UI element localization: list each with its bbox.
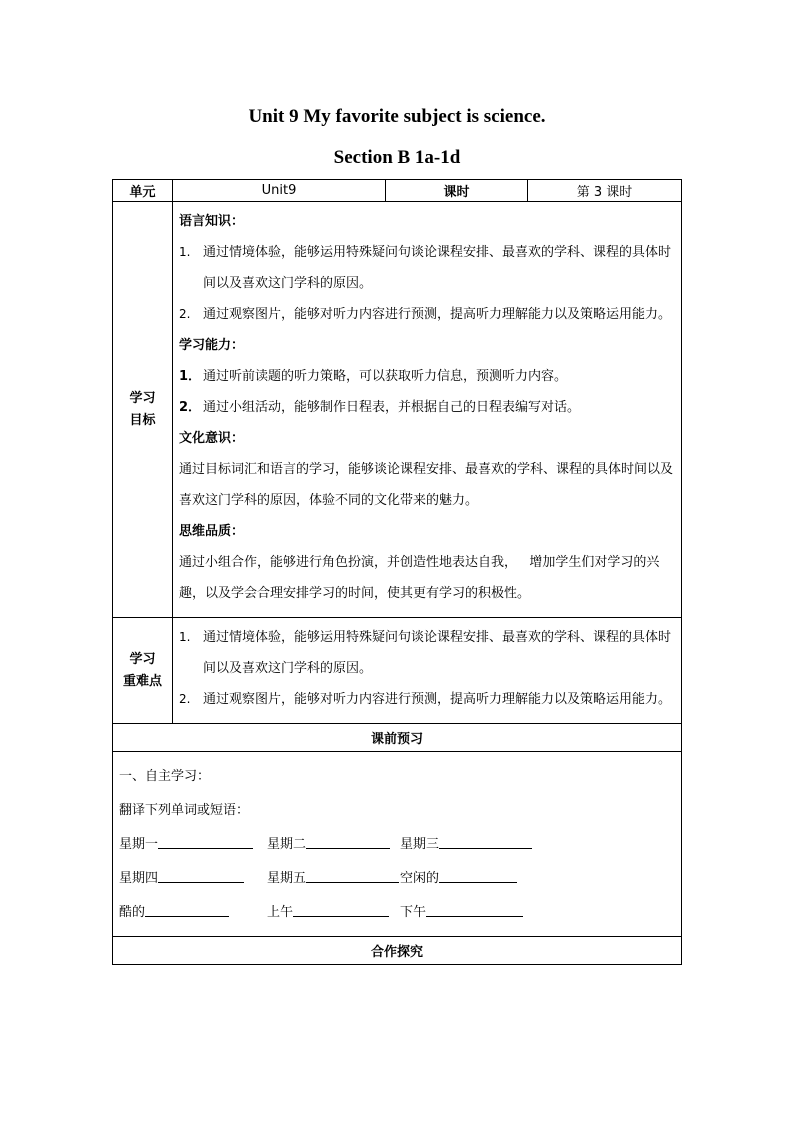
answer-blank[interactable] [306, 828, 390, 849]
item-text: 通过情境体验，能够运用特殊疑问句谈论课程安排、最喜欢的学科、课程的具体时间以及喜欢这门学科的原因。 [203, 245, 672, 291]
answer-blank[interactable] [158, 862, 244, 883]
difficulties-label [113, 618, 173, 724]
preview-row [113, 752, 682, 937]
preview-banner-row [113, 724, 682, 752]
section-heading: 语言知识： [179, 214, 245, 229]
answer-blank[interactable] [145, 896, 229, 917]
answer-blank[interactable] [158, 828, 253, 849]
preview-banner: 课前预习 [113, 724, 682, 752]
vocab-row [119, 828, 675, 862]
list-item [179, 622, 675, 684]
list-item [179, 237, 675, 299]
vocab-row [119, 862, 675, 896]
lesson-plan-table [112, 179, 682, 965]
difficulties-label-text: 学习 重难点 [122, 651, 162, 689]
answer-blank[interactable] [426, 896, 523, 917]
item-text: 通过小组活动，能够制作日程表，并根据自己的日程表编写对话。 [203, 400, 581, 415]
answer-blank[interactable] [439, 828, 532, 849]
document-title: Unit 9 My favorite subject is science. [248, 106, 546, 127]
section-paragraph: 通过目标词汇和语言的学习，能够谈论课程安排、最喜欢的学科、课程的具体时间以及喜欢这门学科的原因，体验不同的文化带来的魅力。 [179, 462, 674, 508]
vocab-item [400, 828, 532, 862]
vocab-word: 下午 [400, 905, 427, 920]
item-number: 2. [179, 307, 191, 321]
list-item [179, 684, 675, 715]
item-text: 通过观察图片，能够对听力内容进行预测，提高听力理解能力以及策略运用能力。 [203, 692, 672, 707]
vocab-word: 星期一 [119, 837, 159, 852]
vocab-row [119, 896, 675, 930]
vocab-item [119, 862, 267, 896]
section-heading: 学习能力： [179, 338, 245, 353]
period-label: 课时 [386, 180, 528, 202]
vocab-word: 空闲的 [400, 871, 440, 886]
section-heading: 思维品质： [179, 524, 245, 539]
item-number: 2． [179, 400, 202, 415]
coop-banner-row [113, 937, 682, 965]
vocab-item [267, 828, 400, 862]
item-number: 1. [179, 245, 191, 259]
vocab-item [119, 896, 267, 930]
objectives-label [113, 202, 173, 618]
item-text: 通过情境体验，能够运用特殊疑问句谈论课程安排、最喜欢的学科、课程的具体时间以及喜欢这门学科的原因。 [203, 630, 672, 676]
objectives-label-text: 学习 目标 [129, 390, 156, 428]
document-subtitle: Section B 1a-1d [333, 147, 461, 168]
vocab-item [400, 862, 517, 896]
unit-value: Unit9 [173, 180, 386, 202]
vocab-item [267, 896, 400, 930]
header-row [113, 180, 682, 202]
answer-blank[interactable] [439, 862, 517, 883]
list-item [179, 361, 675, 392]
item-text: 通过听前读题的听力策略，可以获取听力信息，预测听力内容。 [203, 369, 568, 384]
item-text: 通过观察图片，能够对听力内容进行预测，提高听力理解能力以及策略运用能力。 [203, 307, 672, 322]
vocab-word: 星期二 [267, 837, 307, 852]
vocab-word: 星期四 [119, 871, 159, 886]
item-number: 2. [179, 692, 191, 706]
item-number: 1． [179, 369, 202, 384]
section-heading: 文化意识： [179, 431, 245, 446]
coop-banner: 合作探究 [113, 937, 682, 965]
unit-label: 单元 [113, 180, 173, 202]
answer-blank[interactable] [293, 896, 389, 917]
objectives-content [173, 202, 682, 618]
vocab-item [267, 862, 400, 896]
answer-blank[interactable] [306, 862, 399, 883]
vocab-word: 上午 [267, 905, 294, 920]
difficulties-content [173, 618, 682, 724]
vocab-item [119, 828, 267, 862]
vocab-word: 酷的 [119, 905, 146, 920]
vocab-word: 星期五 [267, 871, 307, 886]
objectives-row [113, 202, 682, 618]
list-item [179, 392, 675, 423]
preview-content [113, 752, 682, 937]
preview-instruction: 翻译下列单词或短语： [119, 803, 250, 818]
section-paragraph: 通过小组合作，能够进行角色扮演，并创造性地表达自我， 增加学生们对学习的兴趣，以及学会合理安排学习的时间，使其更有学习的积极性。 [179, 555, 660, 601]
vocab-item [400, 896, 523, 930]
list-item [179, 299, 675, 330]
item-number: 1. [179, 630, 191, 644]
preview-heading: 一、自主学习： [119, 769, 211, 784]
period-value: 第 3 课时 [528, 180, 682, 202]
difficulties-row [113, 618, 682, 724]
vocab-word: 星期三 [400, 837, 440, 852]
